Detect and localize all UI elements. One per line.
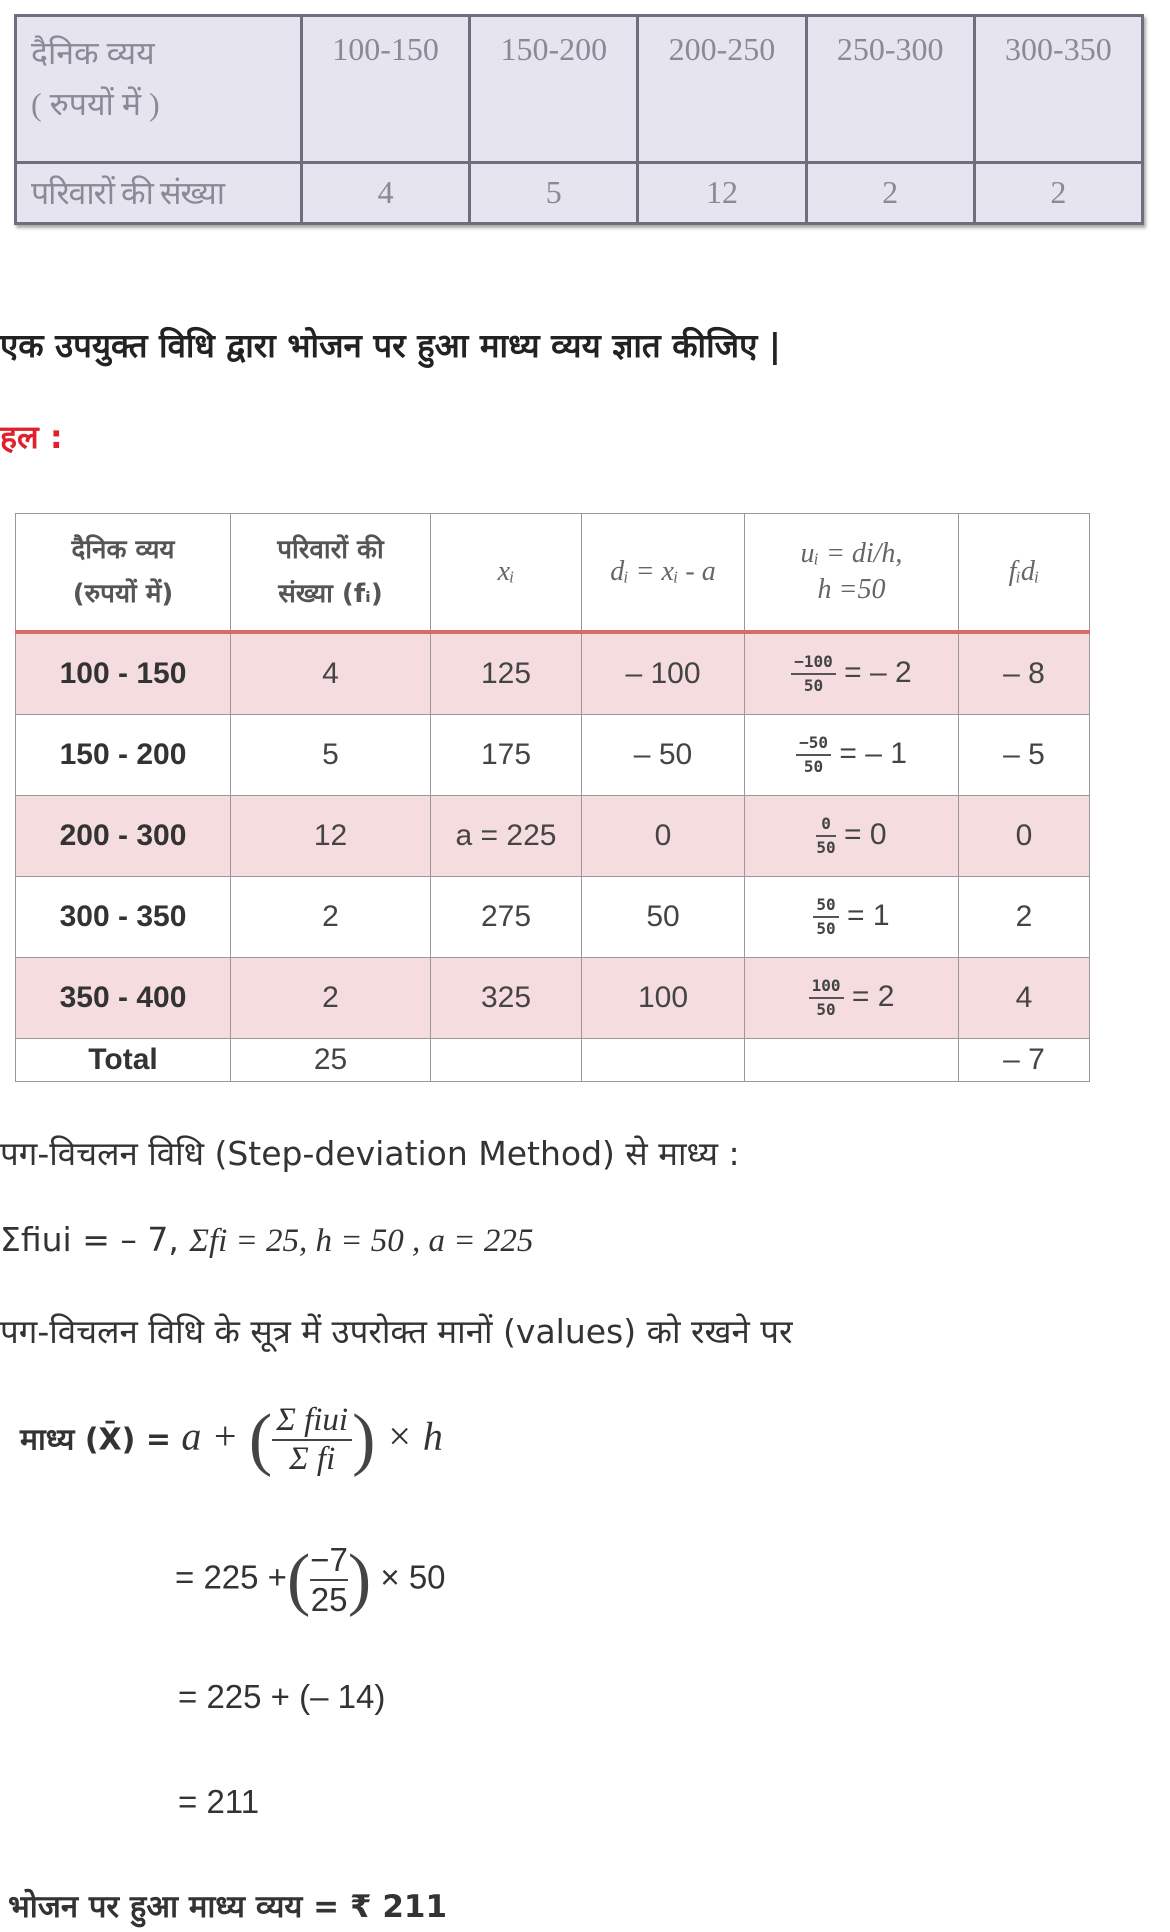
families-cell: 2	[806, 162, 974, 223]
class-cell: 250-300	[806, 16, 974, 163]
step2: = 225 + (– 14)	[178, 1678, 386, 1715]
header-line: uᵢ = di/h,	[800, 538, 903, 569]
values-line	[0, 1220, 533, 1260]
step1-denominator: 25	[310, 1581, 348, 1618]
paren-open: (	[286, 1541, 311, 1618]
step1	[175, 1540, 446, 1620]
u-denominator: 50	[816, 1000, 836, 1019]
step1-numerator: −7	[310, 1541, 348, 1581]
u-numerator: 100	[809, 975, 844, 999]
class-mark: a = 225	[431, 796, 582, 877]
table-row	[16, 632, 1090, 715]
u-denominator: 50	[803, 757, 824, 776]
frequency: 2	[231, 877, 431, 958]
solution-label: हल :	[0, 418, 63, 456]
u-value: = – 2	[844, 655, 912, 689]
u-value: = 1	[847, 898, 890, 932]
formula-tail: × h	[385, 1413, 443, 1459]
solution-table	[15, 513, 1090, 1082]
families-cell: 5	[470, 162, 638, 223]
header-line: h =50	[817, 574, 886, 605]
class-interval: 350 - 400	[16, 958, 231, 1039]
u-fraction	[796, 732, 831, 778]
total-label: Total	[16, 1039, 231, 1082]
f-times-d: – 8	[959, 632, 1090, 715]
formula-numerator: Σ fiui	[272, 1402, 352, 1441]
step-deviation	[745, 958, 959, 1039]
f-times-d: – 5	[959, 715, 1090, 796]
class-cell: 200-250	[638, 16, 806, 163]
f-times-d: 4	[959, 958, 1090, 1039]
u-value: = 2	[851, 979, 895, 1013]
paren-close: )	[352, 1401, 376, 1478]
table-row	[16, 715, 1090, 796]
step-deviation	[745, 715, 959, 796]
class-interval: 300 - 350	[16, 877, 231, 958]
formula	[20, 1400, 443, 1480]
step-deviation	[745, 796, 959, 877]
step3: = 211	[178, 1783, 260, 1820]
table-row	[16, 877, 1090, 958]
frequency: 12	[231, 796, 431, 877]
u-denominator: 50	[803, 676, 824, 695]
class-cell: 100-150	[302, 16, 470, 163]
u-fraction	[816, 813, 835, 859]
deviation: 50	[582, 877, 745, 958]
values-prefix: Σfiui = – 7,	[0, 1220, 190, 1259]
formula-label: माध्य (X̄) =	[20, 1422, 182, 1458]
deviation: – 50	[582, 715, 745, 796]
u-denominator: 50	[816, 838, 836, 857]
substitute-line: पग-विचलन विधि के सूत्र में उपरोक्त मानों (values) को रखने पर	[0, 1312, 793, 1351]
formula-denominator: Σ fi	[289, 1441, 336, 1477]
f-times-d: 0	[959, 796, 1090, 877]
families-cell: 2	[974, 162, 1142, 223]
step1-tail: × 50	[380, 1558, 446, 1596]
final-answer: भोजन पर हुआ माध्य व्यय = ₹ 211	[8, 1889, 448, 1925]
values-rest: Σfi = 25, h = 50 , a = 225	[189, 1223, 534, 1259]
header-fd: fᵢdᵢ	[959, 514, 1090, 633]
frequency: 4	[231, 632, 431, 715]
header-x: xᵢ	[431, 514, 582, 633]
families-cell: 4	[302, 162, 470, 223]
families-cell: 12	[638, 162, 806, 223]
class-mark: 325	[431, 958, 582, 1039]
paren-close: )	[347, 1541, 372, 1618]
header-line: संख्या (fᵢ)	[278, 579, 383, 609]
class-cell: 150-200	[470, 16, 638, 163]
u-value: = 0	[844, 817, 887, 851]
table-row	[16, 796, 1090, 877]
empty-cell	[582, 1039, 745, 1082]
step-deviation	[745, 632, 959, 715]
header-u	[745, 514, 959, 633]
u-numerator: −100	[791, 651, 836, 675]
deviation: – 100	[582, 632, 745, 715]
u-fraction	[813, 894, 838, 940]
step1-prefix: = 225 +	[175, 1558, 287, 1596]
total-row	[16, 1039, 1090, 1082]
header-frequency	[231, 514, 431, 633]
header-class	[16, 514, 231, 633]
step1-fraction	[310, 1541, 348, 1619]
header-line: परिवारों की	[277, 535, 384, 565]
deviation: 0	[582, 796, 745, 877]
header-line: दैनिक व्यय	[71, 535, 175, 565]
class-mark: 275	[431, 877, 582, 958]
table-header-row	[16, 514, 1090, 633]
u-numerator: −50	[796, 732, 831, 756]
method-line: पग-विचलन विधि (Step-deviation Method) से माध्य :	[0, 1134, 740, 1173]
f-times-d: 2	[959, 877, 1090, 958]
header-line: (रुपयों में)	[72, 579, 174, 609]
u-fraction	[809, 975, 844, 1021]
frequency: 5	[231, 715, 431, 796]
u-numerator: 50	[813, 894, 838, 918]
families-label: परिवारों की संख्या	[16, 162, 302, 223]
class-mark: 125	[431, 632, 582, 715]
deviation: 100	[582, 958, 745, 1039]
total-fd: – 7	[959, 1039, 1090, 1082]
total-f: 25	[231, 1039, 431, 1082]
u-value: = – 1	[839, 736, 907, 770]
header-d: dᵢ = xᵢ - a	[582, 514, 745, 633]
u-denominator: 50	[816, 919, 836, 938]
formula-a: a +	[181, 1413, 239, 1459]
expense-label	[16, 16, 302, 163]
label-line: दैनिक व्यय	[31, 35, 155, 71]
empty-cell	[431, 1039, 582, 1082]
formula-fraction	[272, 1402, 352, 1478]
frequency: 2	[231, 958, 431, 1039]
class-mark: 175	[431, 715, 582, 796]
class-interval: 100 - 150	[16, 632, 231, 715]
table-row	[16, 958, 1090, 1039]
question-text: एक उपयुक्त विधि द्वारा भोजन पर हुआ माध्य व्यय ज्ञात कीजिए |	[0, 326, 781, 365]
paren-open: (	[248, 1401, 273, 1478]
class-interval: 150 - 200	[16, 715, 231, 796]
question-table	[14, 14, 1144, 225]
u-fraction	[791, 651, 836, 697]
label-line: ( रुपयों में )	[31, 86, 160, 122]
class-cell: 300-350	[974, 16, 1142, 163]
step-deviation	[745, 877, 959, 958]
u-numerator: 0	[816, 813, 835, 837]
empty-cell	[745, 1039, 959, 1082]
class-interval: 200 - 300	[16, 796, 231, 877]
